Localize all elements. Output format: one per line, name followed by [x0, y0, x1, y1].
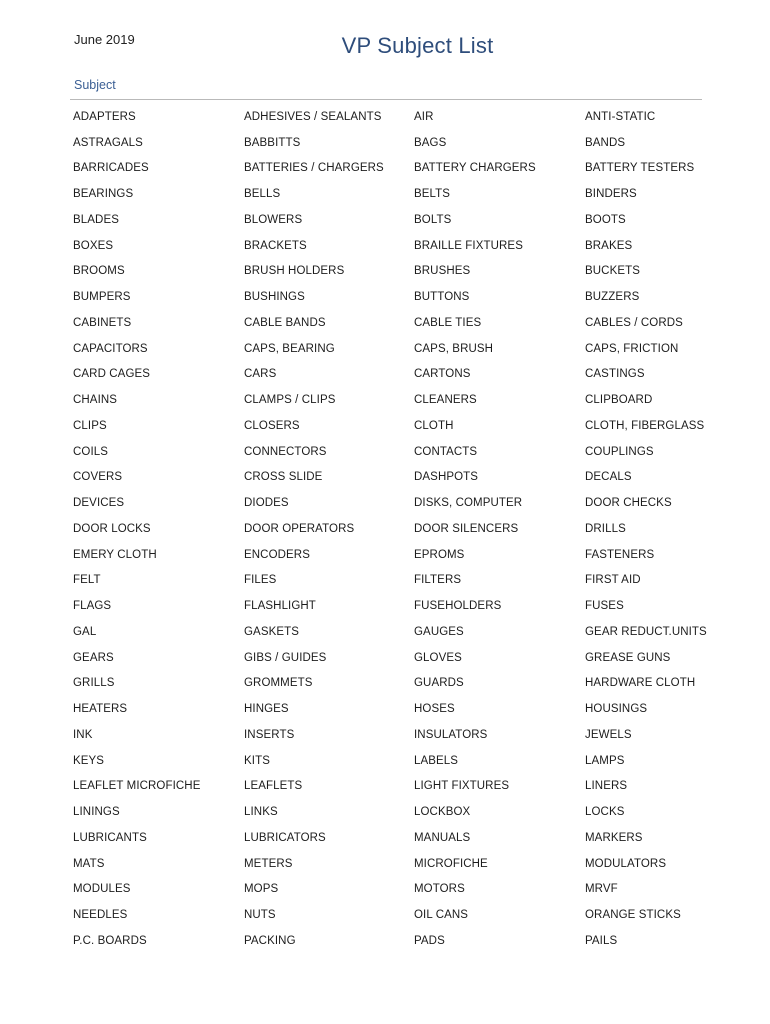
document-date: June 2019 [74, 32, 135, 47]
table-row [73, 825, 713, 851]
table-row [73, 156, 713, 182]
subject-cell: EMERY CLOTH [73, 548, 157, 561]
subject-cell: BOOTS [585, 213, 626, 226]
page-title: VP Subject List [341, 33, 494, 58]
subject-cell: BRUSHES [414, 265, 471, 278]
table-row [73, 259, 713, 285]
subject-cell: DOOR LOCKS [73, 522, 151, 535]
subject-cell: ADAPTERS [73, 110, 136, 123]
subject-cell: LABELS [414, 754, 459, 767]
subject-cell: DASHPOTS [414, 471, 479, 484]
subject-cell: BRAKES [585, 239, 633, 252]
subject-cell: BUTTONS [414, 291, 470, 304]
subject-cell: FLASHLIGHT [244, 600, 316, 613]
subject-cell: LINERS [585, 780, 628, 793]
subject-cell: COILS [73, 445, 109, 458]
subject-cell: CABLE TIES [414, 316, 482, 329]
subject-cell: BANDS [585, 136, 626, 149]
subject-cell: KITS [244, 754, 270, 767]
subject-cell: LUBRICANTS [73, 831, 147, 844]
subject-cell: NUTS [244, 909, 276, 922]
subject-cell: FASTENERS [585, 548, 655, 561]
table-row [73, 413, 713, 439]
subject-cell: BINDERS [585, 188, 637, 201]
subject-cell: BUZZERS [585, 291, 640, 304]
subject-cell: FUSES [585, 600, 624, 613]
subject-cell: CAPS, BRUSH [414, 342, 494, 355]
subject-cell: GLOVES [414, 651, 462, 664]
subject-cell: PAILS [585, 934, 618, 947]
subject-cell: GEAR REDUCT.UNITS [585, 625, 707, 638]
subject-cell: LUBRICATORS [244, 831, 326, 844]
subject-cell: CARS [244, 368, 277, 381]
subject-cell: MODULES [73, 883, 131, 896]
subject-grid [73, 104, 713, 954]
subject-cell: LIGHT FIXTURES [414, 780, 510, 793]
subject-cell: EPROMS [414, 548, 465, 561]
subject-cell: PACKING [244, 934, 296, 947]
subject-cell: CLIPBOARD [585, 394, 653, 407]
subject-cell: FIRST AID [585, 574, 641, 587]
subject-cell: MARKERS [585, 831, 643, 844]
subject-cell: INK [73, 728, 93, 741]
subject-cell: MANUALS [414, 831, 471, 844]
subject-cell: BRUSH HOLDERS [244, 265, 345, 278]
subject-cell: CARD CAGES [73, 368, 151, 381]
subject-cell: HEATERS [73, 703, 128, 716]
subject-cell: FLAGS [73, 600, 112, 613]
table-row [73, 181, 713, 207]
subject-cell: LEAFLET MICROFICHE [73, 780, 201, 793]
subject-cell: HARDWARE CLOTH [585, 677, 696, 690]
subject-cell: GEARS [73, 651, 114, 664]
subject-cell: CASTINGS [585, 368, 645, 381]
subject-cell: BRAILLE FIXTURES [414, 239, 523, 252]
subject-cell: MOPS [244, 883, 279, 896]
subject-cell: ANTI-STATIC [585, 110, 656, 123]
subject-cell: GRILLS [73, 677, 115, 690]
subject-cell: BUMPERS [73, 291, 131, 304]
subject-cell: BROOMS [73, 265, 125, 278]
subject-cell: CABINETS [73, 316, 132, 329]
subject-cell: MATS [73, 857, 105, 870]
subject-cell: MICROFICHE [414, 857, 488, 870]
subject-cell: DIODES [244, 497, 289, 510]
subject-cell: BATTERY TESTERS [585, 162, 695, 175]
table-row [73, 902, 713, 928]
subject-cell: COUPLINGS [585, 445, 654, 458]
table-row [73, 877, 713, 903]
subject-cell: DISKS, COMPUTER [414, 497, 523, 510]
subject-cell: PADS [414, 934, 445, 947]
subject-cell: MODULATORS [585, 857, 667, 870]
subject-cell: GAUGES [414, 625, 464, 638]
subject-cell: HOUSINGS [585, 703, 648, 716]
subject-cell: CLAMPS / CLIPS [244, 394, 336, 407]
table-row [73, 851, 713, 877]
subject-cell: BLOWERS [244, 213, 303, 226]
subject-cell: ASTRAGALS [73, 136, 143, 149]
subject-cell: P.C. BOARDS [73, 934, 147, 947]
subject-cell: CAPS, BEARING [244, 342, 335, 355]
subject-cell: KEYS [73, 754, 105, 767]
subject-cell: CLEANERS [414, 394, 477, 407]
subject-cell: BELLS [244, 188, 281, 201]
table-row [73, 362, 713, 388]
subject-cell: CAPS, FRICTION [585, 342, 679, 355]
subject-cell: GIBS / GUIDES [244, 651, 327, 664]
subject-cell: DOOR SILENCERS [414, 522, 519, 535]
subject-cell: GREASE GUNS [585, 651, 671, 664]
subject-cell: GASKETS [244, 625, 300, 638]
table-row [73, 928, 713, 954]
subject-cell: CONNECTORS [244, 445, 327, 458]
subject-cell: ORANGE STICKS [585, 909, 681, 922]
table-row [73, 619, 713, 645]
subject-cell: BLADES [73, 213, 119, 226]
subject-cell: NEEDLES [73, 909, 128, 922]
subject-cell: GROMMETS [244, 677, 313, 690]
subject-cell: CAPACITORS [73, 342, 148, 355]
table-row [73, 336, 713, 362]
subject-cell: BATTERY CHARGERS [414, 162, 536, 175]
subject-cell: FELT [73, 574, 101, 587]
subject-cell: FILTERS [414, 574, 462, 587]
subject-cell: LOCKBOX [414, 806, 471, 819]
header-divider [70, 99, 702, 100]
subject-cell: BABBITTS [244, 136, 301, 149]
subject-cell: BOLTS [414, 213, 452, 226]
subject-cell: CLOTH [414, 419, 454, 432]
subject-cell: BELTS [414, 188, 451, 201]
subject-cell: BAGS [414, 136, 447, 149]
table-row [73, 593, 713, 619]
subject-cell: INSERTS [244, 728, 295, 741]
table-row [73, 490, 713, 516]
table-row [73, 568, 713, 594]
subject-cell: MOTORS [414, 883, 465, 896]
subject-cell: CROSS SLIDE [244, 471, 323, 484]
subject-cell: AIR [414, 110, 434, 123]
subject-cell: HOSES [414, 703, 455, 716]
subject-cell: FILES [244, 574, 277, 587]
table-row [73, 284, 713, 310]
subject-cell: ADHESIVES / SEALANTS [244, 110, 382, 123]
table-row [73, 774, 713, 800]
table-row [73, 696, 713, 722]
subject-cell: BATTERIES / CHARGERS [244, 162, 384, 175]
table-row [73, 310, 713, 336]
subject-cell: CLIPS [73, 419, 107, 432]
subject-cell: METERS [244, 857, 293, 870]
subject-cell: LAMPS [585, 754, 625, 767]
subject-cell: FUSEHOLDERS [414, 600, 502, 613]
table-row [73, 104, 713, 130]
table-row [73, 207, 713, 233]
subject-cell: DRILLS [585, 522, 626, 535]
subject-cell: MRVF [585, 883, 618, 896]
subject-cell: CABLE BANDS [244, 316, 326, 329]
subject-cell: LINKS [244, 806, 278, 819]
table-row [73, 748, 713, 774]
subject-cell: LEAFLETS [244, 780, 303, 793]
subject-cell: OIL CANS [414, 909, 469, 922]
subject-cell: LININGS [73, 806, 120, 819]
table-row [73, 799, 713, 825]
subject-cell: COVERS [73, 471, 123, 484]
table-row [73, 516, 713, 542]
subject-cell: CABLES / CORDS [585, 316, 683, 329]
table-row [73, 465, 713, 491]
subject-cell: BRACKETS [244, 239, 307, 252]
subject-cell: BARRICADES [73, 162, 149, 175]
table-row [73, 439, 713, 465]
subject-cell: DOOR OPERATORS [244, 522, 355, 535]
table-row [73, 722, 713, 748]
table-row [73, 387, 713, 413]
subject-cell: DECALS [585, 471, 632, 484]
column-header-subject: Subject [74, 78, 116, 92]
table-row [73, 130, 713, 156]
subject-cell: BUSHINGS [244, 291, 305, 304]
subject-cell: CARTONS [414, 368, 471, 381]
table-row [73, 233, 713, 259]
subject-cell: INSULATORS [414, 728, 488, 741]
table-row [73, 542, 713, 568]
subject-cell: CLOTH, FIBERGLASS [585, 419, 705, 432]
subject-cell: ENCODERS [244, 548, 310, 561]
subject-cell: CHAINS [73, 394, 118, 407]
table-row [73, 671, 713, 697]
subject-cell: CONTACTS [414, 445, 478, 458]
subject-cell: BOXES [73, 239, 114, 252]
subject-cell: CLOSERS [244, 419, 300, 432]
table-row [73, 645, 713, 671]
subject-cell: BUCKETS [585, 265, 641, 278]
subject-cell: DOOR CHECKS [585, 497, 672, 510]
subject-cell: LOCKS [585, 806, 625, 819]
subject-cell: GUARDS [414, 677, 464, 690]
subject-cell: JEWELS [585, 728, 632, 741]
subject-cell: GAL [73, 625, 97, 638]
subject-cell: BEARINGS [73, 188, 134, 201]
subject-cell: DEVICES [73, 497, 125, 510]
subject-cell: HINGES [244, 703, 289, 716]
